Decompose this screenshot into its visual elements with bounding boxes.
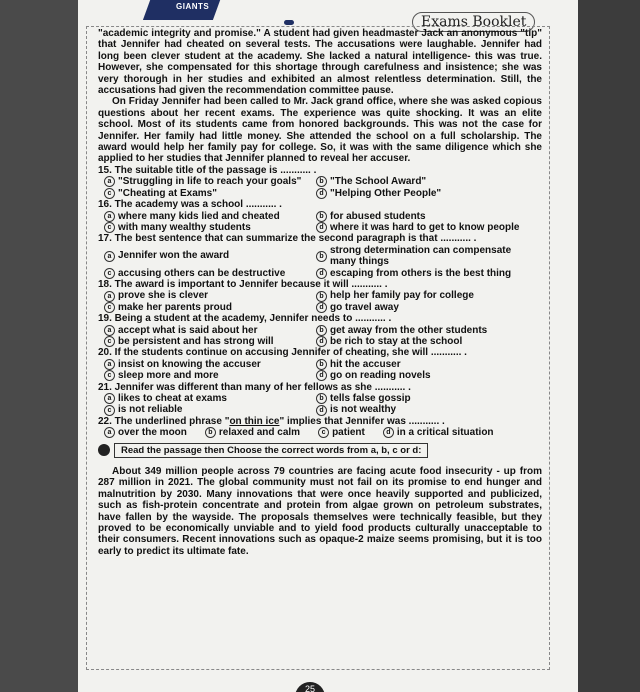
option-text: help her family pay for college xyxy=(330,290,474,302)
question-options xyxy=(98,427,542,438)
option-letter-bubble: c xyxy=(104,222,115,233)
option-letter-bubble: d xyxy=(316,268,327,279)
option-text: strong determination can compensate many things xyxy=(330,244,512,268)
option-text: accusing others can be destructive xyxy=(118,267,286,279)
answer-option-c[interactable] xyxy=(104,370,316,381)
question-18 xyxy=(98,279,542,313)
page-header-label: Exams Booklet xyxy=(412,12,535,32)
option-text: is not reliable xyxy=(118,404,183,416)
option-letter-bubble: c xyxy=(318,427,329,438)
option-text: is not wealthy xyxy=(330,404,397,416)
answer-option-b[interactable] xyxy=(316,245,528,268)
answer-option-b[interactable] xyxy=(316,290,528,301)
option-letter-bubble: d xyxy=(383,427,394,438)
option-letter-bubble: b xyxy=(316,393,327,404)
answer-option-d[interactable] xyxy=(316,268,528,279)
option-text: prove she is clever xyxy=(118,290,209,302)
option-letter-bubble: b xyxy=(316,359,327,370)
option-text: escaping from others is the best thing xyxy=(330,267,512,279)
option-text: sleep more and more xyxy=(118,370,219,382)
option-letter-bubble: b xyxy=(316,211,327,222)
question-15 xyxy=(98,165,542,199)
question-20 xyxy=(98,347,542,381)
option-letter-bubble: a xyxy=(104,427,115,438)
question-options xyxy=(98,359,542,382)
answer-option-b[interactable] xyxy=(316,359,528,370)
option-letter-bubble: a xyxy=(104,176,115,187)
question-options xyxy=(98,176,542,199)
option-text: where it was hard to get to know people xyxy=(330,221,520,233)
answer-option-a[interactable] xyxy=(104,290,316,301)
left-margin xyxy=(0,0,78,692)
option-letter-bubble: a xyxy=(104,359,115,370)
question-stem: 15. The suitable title of the passage is ........... . xyxy=(98,164,317,176)
question-options xyxy=(98,211,542,234)
answer-option-c[interactable] xyxy=(104,336,316,347)
answer-option-d[interactable] xyxy=(316,404,528,415)
answer-option-b[interactable] xyxy=(316,325,528,336)
option-text: where many kids lied and cheated xyxy=(118,210,280,222)
logo-mark xyxy=(284,20,294,25)
answer-option-d[interactable] xyxy=(316,336,528,347)
option-letter-bubble: d xyxy=(316,188,327,199)
passage-paragraph-1: "academic integrity and promise." A student had given headmaster Jack an anonymous "tip" that Jennifer had cheated on several tests. The accusations were laughable. Jennifer had long been clever student at the academy. She lacked a natural intelligence- this was true. However, she compensated for this shortage through carefulness and insistence; she was very thorough in her studies and exhibited an almost relentless determination. Still, the accusations had given the recommendation committee pause. xyxy=(98,28,542,97)
option-letter-bubble: c xyxy=(104,188,115,199)
passage-paragraph-2: On Friday Jennifer had been called to Mr. Jack grand office, where she was asked copious questions about her recent exams. The experience was quite shocking. It was an elite school. Most of its students came from honored backgrounds. This was not the case for Jennifer. Her family had little money. She attended the school on a full scholarship. The award would help her family pay for college. So, it was with the same diligence which she applied to her studies that Jennifer planned to reveal her accuser. xyxy=(98,96,542,165)
right-margin xyxy=(578,0,640,692)
option-text: insist on knowing the accuser xyxy=(118,358,261,370)
answer-option-a[interactable] xyxy=(104,325,316,336)
passage-second: About 349 million people across 79 countries are facing acute food insecurity - up from 287 million in 2021. The global community must not fail on its promise to end hunger and malnutrition by 2030. Many innovations that were once heavily supported and publicized, such as fish-protein concentrate and protein from algae grown on petroleum substrates, have fallen by the wayside. The proposals themselves were technically feasible, but they proved to be economically unviable and to yield food products culturally unacceptable to their consumers. Recent innovations such as opaque-2 maize seems promising, but it is too early to predict its ultimate fate. xyxy=(98,466,542,557)
option-text: go travel away xyxy=(330,301,399,313)
option-letter-bubble: d xyxy=(316,370,327,381)
option-text: Jennifer won the award xyxy=(118,250,230,262)
option-text: patient xyxy=(332,427,365,439)
option-letter-bubble: d xyxy=(316,405,327,416)
answer-option-d[interactable] xyxy=(316,188,528,199)
answer-option-a[interactable] xyxy=(104,176,316,187)
answer-option-c[interactable] xyxy=(104,222,316,233)
option-text: accept what is said about her xyxy=(118,324,258,336)
question-stem: 17. The best sentence that can summarize the second paragraph is that ........... . xyxy=(98,233,477,245)
answer-option-d[interactable] xyxy=(383,427,494,438)
answer-option-c[interactable] xyxy=(104,268,316,279)
option-letter-bubble: b xyxy=(316,251,327,262)
option-text: with many wealthy students xyxy=(118,221,251,233)
question-stem: 21. Jennifer was different than many of her fellows as she ........... . xyxy=(98,381,411,393)
option-letter-bubble: b xyxy=(316,325,327,336)
option-letter-bubble: c xyxy=(104,302,115,313)
question-list xyxy=(98,165,542,416)
answer-option-a[interactable] xyxy=(104,211,316,222)
answer-option-d[interactable] xyxy=(316,302,528,313)
option-letter-bubble: c xyxy=(104,268,115,279)
option-letter-bubble: d xyxy=(316,222,327,233)
option-text: "Helping Other People" xyxy=(330,187,442,199)
option-text: for abused students xyxy=(330,210,426,222)
option-letter-bubble: b xyxy=(205,427,216,438)
answer-option-a[interactable] xyxy=(104,359,316,370)
question-stem: 19. Being a student at the academy, Jennifer needs to ........... . xyxy=(98,313,392,325)
question-options xyxy=(98,325,542,348)
option-text: go on reading novels xyxy=(330,370,431,382)
section-instruction: Read the passage then Choose the correct words from a, b, c or d: xyxy=(114,443,428,458)
question-stem: 20. If the students continue on accusing Jennifer of cheating, she will ........... . xyxy=(98,347,467,359)
option-text: likes to cheat at exams xyxy=(118,393,227,404)
question-16 xyxy=(98,199,542,233)
option-letter-bubble: a xyxy=(104,291,115,302)
answer-option-b[interactable] xyxy=(316,211,528,222)
underlined-phrase: on thin ice xyxy=(229,415,280,427)
answer-option-b[interactable] xyxy=(316,176,528,187)
question-stem: 18. The award is important to Jennifer because it will ........... . xyxy=(98,278,388,290)
answer-option-d[interactable] xyxy=(316,370,528,381)
option-text: "The School Award" xyxy=(330,176,427,188)
option-letter-bubble: b xyxy=(316,291,327,302)
answer-option-a[interactable] xyxy=(104,393,316,404)
question-17 xyxy=(98,233,542,279)
booklet-page xyxy=(78,0,578,692)
option-text: relaxed and calm xyxy=(218,427,301,439)
question-stem: 16. The academy was a school ........... . xyxy=(98,199,282,211)
answer-option-c[interactable] xyxy=(104,302,316,313)
answer-option-a[interactable] xyxy=(104,427,187,438)
option-text: hit the accuser xyxy=(330,358,401,370)
question-19 xyxy=(98,313,542,347)
option-letter-bubble: c xyxy=(104,370,115,381)
page-content xyxy=(98,28,542,557)
answer-option-c[interactable] xyxy=(104,188,316,199)
question-options xyxy=(98,245,542,279)
option-text: be persistent and has strong will xyxy=(118,335,274,347)
option-letter-bubble: b xyxy=(316,176,327,187)
question-21 xyxy=(98,382,542,416)
option-letter-bubble: a xyxy=(104,251,115,262)
option-letter-bubble: d xyxy=(316,336,327,347)
option-text: "Struggling in life to reach your goals" xyxy=(118,176,302,188)
option-letter-bubble: c xyxy=(104,405,115,416)
question-22 xyxy=(98,416,542,439)
option-text: tells false gossip xyxy=(330,393,411,404)
answer-option-d[interactable] xyxy=(316,222,528,233)
answer-option-b[interactable] xyxy=(316,393,528,404)
question-options xyxy=(98,290,542,313)
option-text: make her parents proud xyxy=(118,301,232,313)
bullet-icon xyxy=(98,444,110,456)
option-letter-bubble: a xyxy=(104,211,115,222)
answer-option-a[interactable] xyxy=(104,245,316,268)
logo-text: GIANTS xyxy=(176,2,210,11)
question-stem: 22. The underlined phrase "on thin ice" implies that Jennifer was ........... . xyxy=(98,415,445,427)
option-text: be rich to stay at the school xyxy=(330,335,463,347)
option-text: in a critical situation xyxy=(396,427,494,439)
option-letter-bubble: a xyxy=(104,325,115,336)
answer-option-b[interactable] xyxy=(205,427,300,438)
option-letter-bubble: c xyxy=(104,336,115,347)
option-text: over the moon xyxy=(118,427,187,439)
section-heading xyxy=(98,443,542,458)
question-options xyxy=(98,393,542,416)
option-text: "Cheating at Exams" xyxy=(118,187,217,199)
option-letter-bubble: d xyxy=(316,302,327,313)
page-number: 25 xyxy=(295,682,325,692)
option-letter-bubble: a xyxy=(104,393,115,404)
option-text: get away from the other students xyxy=(330,324,488,336)
answer-option-c[interactable] xyxy=(318,427,365,438)
answer-option-c[interactable] xyxy=(104,404,316,415)
